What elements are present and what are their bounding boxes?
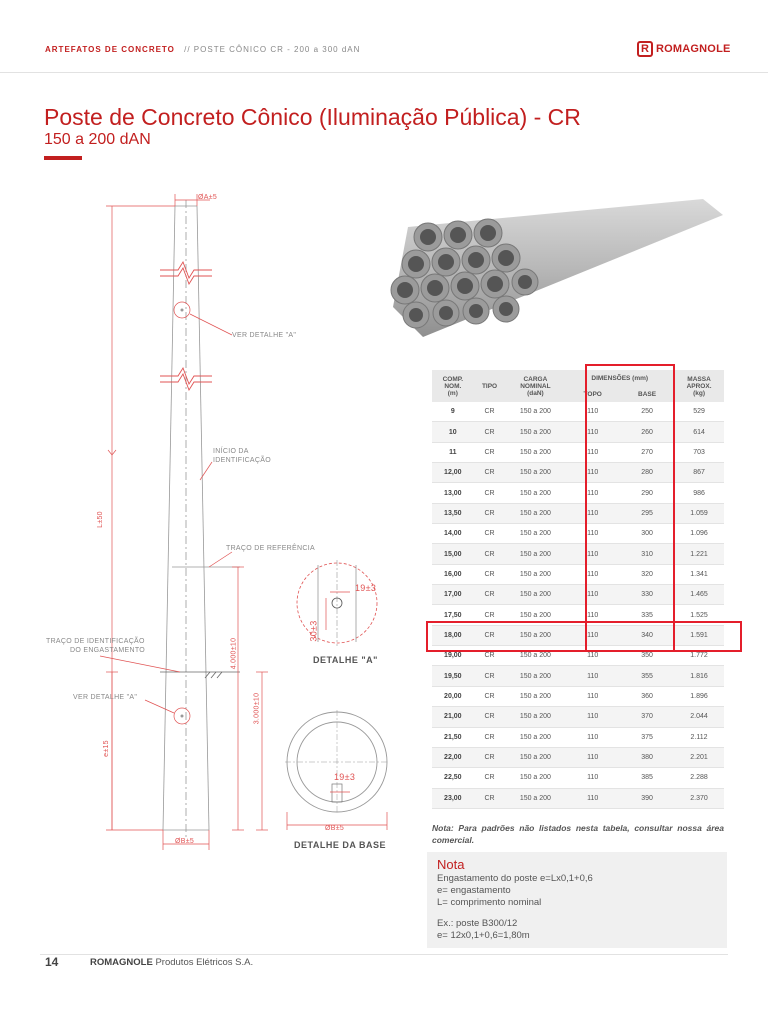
- table-row: [432, 727, 724, 747]
- table-cell: 370: [620, 707, 674, 727]
- romagnole-logo: [637, 41, 731, 57]
- table-cell: 340: [620, 625, 674, 645]
- table-cell: 110: [565, 788, 620, 808]
- table-row: [432, 402, 724, 422]
- table-cell: 1.525: [674, 605, 724, 625]
- table-cell: 110: [565, 442, 620, 462]
- table-row: [432, 442, 724, 462]
- table-cell: CR: [474, 646, 506, 666]
- table-cell: CR: [474, 483, 506, 503]
- technical-drawing: [0, 180, 400, 865]
- table-cell: 1.465: [674, 585, 724, 605]
- table-cell: 110: [565, 483, 620, 503]
- table-cell: 110: [565, 666, 620, 686]
- table-cell: 110: [565, 605, 620, 625]
- table-cell: 19,50: [432, 666, 474, 686]
- table-cell: 14,00: [432, 524, 474, 544]
- table-cell: 110: [565, 524, 620, 544]
- nota-line: Ex.: poste B300/12: [437, 918, 518, 929]
- header-breadcrumb: [45, 45, 360, 54]
- table-cell: 150 a 200: [505, 646, 565, 666]
- table-cell: 12,00: [432, 463, 474, 483]
- header-path: // POSTE CÔNICO CR - 200 a 300 dAN: [184, 45, 361, 54]
- table-cell: 385: [620, 768, 674, 788]
- header-base: BASE: [620, 386, 674, 402]
- table-cell: 110: [565, 686, 620, 706]
- table-cell: 360: [620, 686, 674, 706]
- table-row: [432, 747, 724, 767]
- table-cell: 1.772: [674, 646, 724, 666]
- logo-mark-icon: R: [637, 41, 653, 57]
- table-cell: 110: [565, 585, 620, 605]
- footer-divider: [40, 954, 728, 955]
- stacked-poles-illustration: [383, 187, 728, 347]
- footer-company-rest: Produtos Elétricos S.A.: [152, 957, 254, 968]
- length-dim-label: L±50: [96, 511, 104, 528]
- table-cell: 22,50: [432, 768, 474, 788]
- page-number: 14: [45, 955, 59, 969]
- table-row: [432, 707, 724, 727]
- table-cell: 22,00: [432, 747, 474, 767]
- table-cell: 110: [565, 747, 620, 767]
- table-row: [432, 585, 724, 605]
- table-cell: 150 a 200: [505, 402, 565, 422]
- table-cell: 330: [620, 585, 674, 605]
- table-cell: 260: [620, 422, 674, 442]
- table-cell: 150 a 200: [505, 544, 565, 564]
- detail-a-title: DETALHE "A": [313, 655, 378, 665]
- table-cell: 13,00: [432, 483, 474, 503]
- logo-text: ROMAGNOLE: [656, 43, 731, 55]
- table-cell: CR: [474, 402, 506, 422]
- table-row: [432, 788, 724, 808]
- table-row: [432, 625, 724, 645]
- table-cell: 15,00: [432, 544, 474, 564]
- footer-company: [90, 957, 253, 968]
- table-cell: 150 a 200: [505, 788, 565, 808]
- table-cell: 2.288: [674, 768, 724, 788]
- table-cell: CR: [474, 747, 506, 767]
- table-cell: 110: [565, 503, 620, 523]
- table-cell: 150 a 200: [505, 503, 565, 523]
- table-row: [432, 524, 724, 544]
- table-cell: 380: [620, 747, 674, 767]
- bottom-diameter-label: ØB±5: [175, 838, 195, 845]
- header-divider: [0, 72, 768, 73]
- table-cell: CR: [474, 686, 506, 706]
- dim-e-label: e±15: [102, 740, 110, 757]
- nota-box: [427, 852, 727, 948]
- header-section: ARTEFATOS DE CONCRETO: [45, 45, 175, 54]
- table-row: [432, 564, 724, 584]
- table-cell: 110: [565, 564, 620, 584]
- table-cell: CR: [474, 564, 506, 584]
- table-cell: 150 a 200: [505, 625, 565, 645]
- table-cell: 703: [674, 442, 724, 462]
- table-cell: 300: [620, 524, 674, 544]
- table-cell: CR: [474, 585, 506, 605]
- detail-base-drawing: [285, 710, 389, 830]
- vertical-dimension-lines: [106, 206, 268, 830]
- traco-identificacao-label-1: TRAÇO DE IDENTIFICAÇÃO: [46, 638, 145, 645]
- table-cell: 110: [565, 402, 620, 422]
- table-cell: 110: [565, 463, 620, 483]
- table-cell: 110: [565, 707, 620, 727]
- table-cell: 295: [620, 503, 674, 523]
- table-cell: 335: [620, 605, 674, 625]
- table-cell: 529: [674, 402, 724, 422]
- table-cell: 986: [674, 483, 724, 503]
- detail-base-diameter-label: ØB±5: [325, 825, 345, 832]
- table-cell: 1.591: [674, 625, 724, 645]
- header-dimensoes: DIMENSÕES (mm): [565, 370, 674, 386]
- table-cell: 390: [620, 788, 674, 808]
- table-cell: 270: [620, 442, 674, 462]
- table-cell: 2.044: [674, 707, 724, 727]
- page-title: Poste de Concreto Cônico (Iluminação Pública) - CR: [44, 104, 581, 130]
- table-cell: 150 a 200: [505, 747, 565, 767]
- table-cell: 110: [565, 727, 620, 747]
- table-cell: 867: [674, 463, 724, 483]
- table-cell: 150 a 200: [505, 564, 565, 584]
- table-cell: 1.816: [674, 666, 724, 686]
- table-cell: 1.221: [674, 544, 724, 564]
- table-cell: 2.370: [674, 788, 724, 808]
- ground-line: [160, 672, 240, 678]
- header-tipo: TIPO: [474, 370, 506, 402]
- table-cell: 280: [620, 463, 674, 483]
- table-cell: 9: [432, 402, 474, 422]
- spec-table-body: [432, 402, 724, 808]
- dim-3000-label: 3.000±10: [253, 692, 261, 725]
- table-cell: CR: [474, 788, 506, 808]
- table-cell: 18,00: [432, 625, 474, 645]
- table-row: [432, 503, 724, 523]
- table-cell: 150 a 200: [505, 585, 565, 605]
- table-cell: 10: [432, 422, 474, 442]
- table-cell: 150 a 200: [505, 605, 565, 625]
- table-cell: 2.112: [674, 727, 724, 747]
- table-row: [432, 605, 724, 625]
- table-cell: 614: [674, 422, 724, 442]
- table-cell: 290: [620, 483, 674, 503]
- table-cell: 150 a 200: [505, 707, 565, 727]
- table-cell: CR: [474, 524, 506, 544]
- detail-a-30-label: 30±3: [308, 620, 319, 642]
- header-topo: TOPO: [565, 386, 620, 402]
- table-cell: 355: [620, 666, 674, 686]
- nota-line: Engastamento do poste e=Lx0,1+0,6: [437, 873, 593, 884]
- nota-line: e= 12x0,1+0,6=1,80m: [437, 930, 530, 941]
- header-massa: MASSA APROX. (kg): [674, 370, 724, 402]
- table-row: [432, 686, 724, 706]
- table-cell: 1.059: [674, 503, 724, 523]
- table-cell: CR: [474, 422, 506, 442]
- table-cell: 21,00: [432, 707, 474, 727]
- pole-drawing-svg: [0, 180, 400, 860]
- nota-title: Nota: [437, 857, 465, 872]
- table-cell: 320: [620, 564, 674, 584]
- table-row: [432, 463, 724, 483]
- inicio-identificacao-label-2: IDENTIFICAÇÃO: [213, 457, 271, 464]
- table-cell: CR: [474, 605, 506, 625]
- table-cell: 1.096: [674, 524, 724, 544]
- footer-company-bold: ROMAGNOLE: [90, 957, 153, 968]
- traco-identificacao-label-2: DO ENGASTAMENTO: [70, 647, 146, 654]
- table-cell: 16,00: [432, 564, 474, 584]
- table-cell: 110: [565, 768, 620, 788]
- table-cell: 150 a 200: [505, 768, 565, 788]
- ver-detalhe-lower-label: VER DETALHE "A": [73, 694, 138, 701]
- stacked-poles-photo: [383, 187, 728, 352]
- table-row: [432, 483, 724, 503]
- table-cell: 110: [565, 422, 620, 442]
- table-row: [432, 666, 724, 686]
- table-cell: CR: [474, 442, 506, 462]
- table-cell: 150 a 200: [505, 483, 565, 503]
- table-cell: CR: [474, 544, 506, 564]
- header-comp: COMP. NOM. (m): [432, 370, 474, 402]
- detail-a-19-label: 19±3: [355, 583, 377, 593]
- table-cell: 250: [620, 402, 674, 422]
- table-cell: 150 a 200: [505, 422, 565, 442]
- table-cell: 17,50: [432, 605, 474, 625]
- table-cell: 150 a 200: [505, 524, 565, 544]
- top-diameter-label: ØA±5: [198, 194, 218, 201]
- detail-base-title: DETALHE DA BASE: [294, 840, 387, 850]
- table-cell: 150 a 200: [505, 666, 565, 686]
- table-cell: 21,50: [432, 727, 474, 747]
- table-cell: CR: [474, 727, 506, 747]
- table-cell: CR: [474, 768, 506, 788]
- traco-referencia-label: TRAÇO DE REFERÊNCIA: [226, 545, 315, 552]
- table-cell: 375: [620, 727, 674, 747]
- dim-4000-label: 4.000±10: [230, 637, 238, 670]
- table-row: [432, 646, 724, 666]
- table-cell: 150 a 200: [505, 686, 565, 706]
- table-cell: 23,00: [432, 788, 474, 808]
- table-cell: 110: [565, 625, 620, 645]
- table-cell: 11: [432, 442, 474, 462]
- table-cell: 150 a 200: [505, 727, 565, 747]
- ver-detalhe-upper-label: VER DETALHE "A": [232, 332, 297, 339]
- spec-table: [432, 370, 724, 809]
- table-row: [432, 768, 724, 788]
- table-cell: 17,00: [432, 585, 474, 605]
- table-cell: 1.896: [674, 686, 724, 706]
- table-note: Nota: Para padrões não listados nesta tabela, consultar nossa área comercial.: [432, 823, 724, 845]
- table-cell: 20,00: [432, 686, 474, 706]
- table-row: [432, 544, 724, 564]
- nota-line: L= comprimento nominal: [437, 897, 542, 908]
- table-cell: 1.341: [674, 564, 724, 584]
- table-header-row-1: [432, 370, 724, 386]
- header-carga: CARGA NOMINAL (daN): [505, 370, 565, 402]
- table-cell: CR: [474, 666, 506, 686]
- pole-outline: [163, 200, 209, 840]
- page-subtitle: 150 a 200 dAN: [44, 131, 151, 148]
- detail-base-19-label: 19±3: [334, 772, 356, 782]
- table-cell: 150 a 200: [505, 463, 565, 483]
- table-cell: 2.201: [674, 747, 724, 767]
- table-cell: 310: [620, 544, 674, 564]
- table-cell: 150 a 200: [505, 442, 565, 462]
- table-cell: CR: [474, 463, 506, 483]
- inicio-identificacao-label-1: INÍCIO DA: [213, 448, 249, 455]
- table-cell: 13,50: [432, 503, 474, 523]
- table-cell: CR: [474, 707, 506, 727]
- table-cell: 110: [565, 544, 620, 564]
- nota-line: e= engastamento: [437, 885, 511, 896]
- title-accent-bar: [44, 156, 82, 160]
- table-cell: 19,00: [432, 646, 474, 666]
- table-cell: 110: [565, 646, 620, 666]
- table-row: [432, 422, 724, 442]
- table-cell: CR: [474, 625, 506, 645]
- table-cell: 350: [620, 646, 674, 666]
- table-cell: CR: [474, 503, 506, 523]
